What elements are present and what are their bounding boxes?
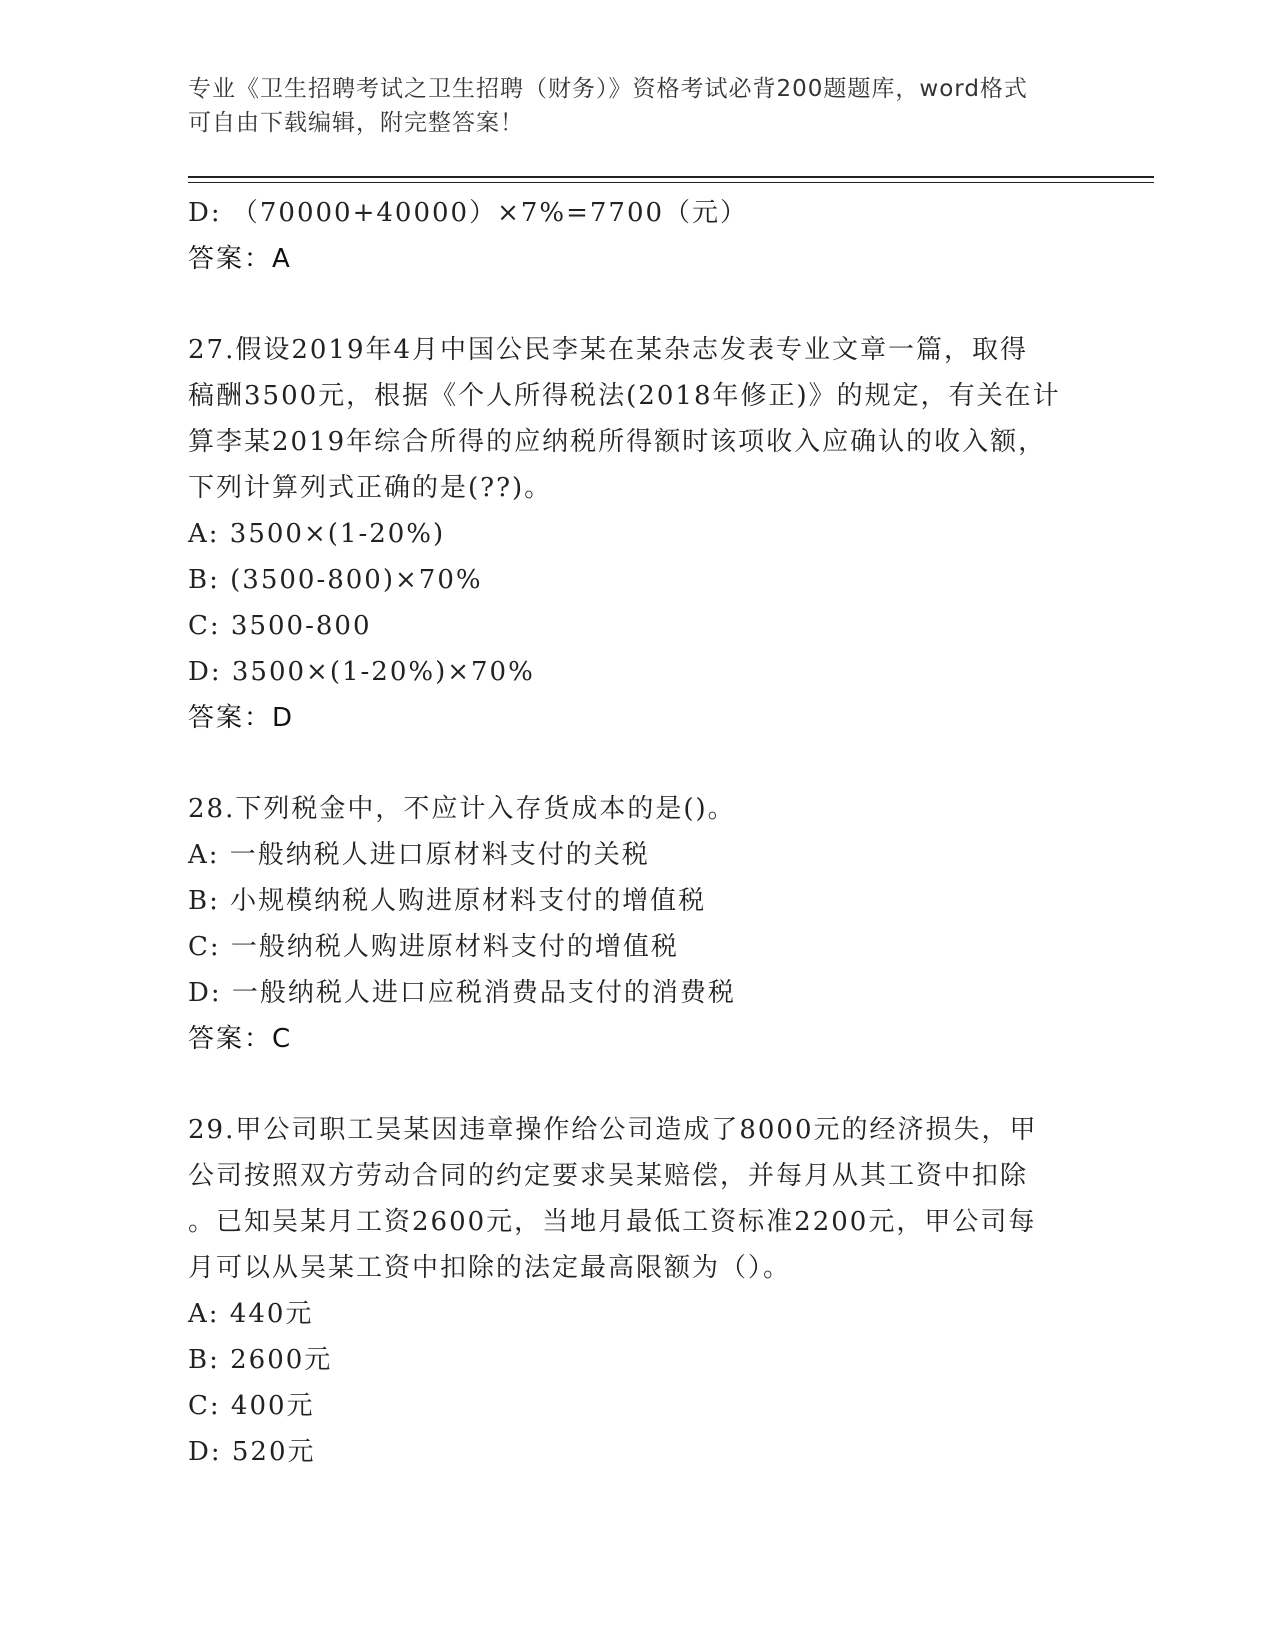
question-stem-line: 下列计算列式正确的是(??)。 bbox=[188, 473, 553, 503]
question-stem-line: 。已知吴某月工资2600元，当地月最低工资标准2200元，甲公司每 bbox=[188, 1207, 1037, 1237]
option-c: C: 3500-800 bbox=[188, 611, 372, 641]
header-line-1: 专业《卫生招聘考试之卫生招聘（财务）》资格考试必背200题题库，word格式 bbox=[188, 76, 1028, 102]
option-a: A: 3500×(1-20%) bbox=[188, 519, 446, 549]
question-29 bbox=[188, 1107, 1088, 1475]
option-d: D: 520元 bbox=[188, 1437, 316, 1467]
header-divider-thin bbox=[188, 182, 1154, 183]
question-stem-line: 28.下列税金中，不应计入存货成本的是()。 bbox=[188, 794, 736, 824]
answer-line: 答案：C bbox=[188, 1024, 293, 1054]
option-a: A: 一般纳税人进口原材料支付的关税 bbox=[188, 840, 650, 870]
question-stem-line: 27.假设2019年4月中国公民李某在某杂志发表专业文章一篇，取得 bbox=[188, 335, 1029, 365]
option-d: D: 3500×(1-20%)×70% bbox=[188, 657, 535, 687]
answer-line: 答案：D bbox=[188, 703, 295, 733]
option-a: A: 440元 bbox=[188, 1299, 314, 1329]
document-body bbox=[188, 190, 1088, 1475]
option-b: B: 小规模纳税人购进原材料支付的增值税 bbox=[188, 886, 707, 916]
previous-question-tail bbox=[188, 190, 1088, 282]
answer-line: 答案：A bbox=[188, 244, 292, 274]
document-header bbox=[188, 72, 1088, 140]
option-c: C: 一般纳税人购进原材料支付的增值税 bbox=[188, 932, 679, 962]
option-b: B: 2600元 bbox=[188, 1345, 333, 1375]
question-28 bbox=[188, 786, 1088, 1062]
question-stem-line: 稿酬3500元，根据《个人所得税法(2018年修正)》的规定，有关在计 bbox=[188, 381, 1061, 411]
option-d: D: 一般纳税人进口应税消费品支付的消费税 bbox=[188, 978, 736, 1008]
question-stem-line: 算李某2019年综合所得的应纳税所得额时该项收入应确认的收入额， bbox=[188, 427, 1047, 457]
option-b: B: (3500-800)×70% bbox=[188, 565, 483, 595]
question-27 bbox=[188, 327, 1088, 741]
option-c: C: 400元 bbox=[188, 1391, 315, 1421]
header-divider bbox=[188, 176, 1154, 178]
question-stem-line: 29.甲公司职工吴某因违章操作给公司造成了8000元的经济损失，甲 bbox=[188, 1115, 1038, 1145]
header-line-2: 可自由下载编辑，附完整答案！ bbox=[188, 110, 524, 136]
option-d: D: （70000+40000）×7%=7700（元） bbox=[188, 198, 749, 228]
question-stem-line: 公司按照双方劳动合同的约定要求吴某赔偿，并每月从其工资中扣除 bbox=[188, 1161, 1029, 1191]
question-stem-line: 月可以从吴某工资中扣除的法定最高限额为（）。 bbox=[188, 1253, 792, 1283]
